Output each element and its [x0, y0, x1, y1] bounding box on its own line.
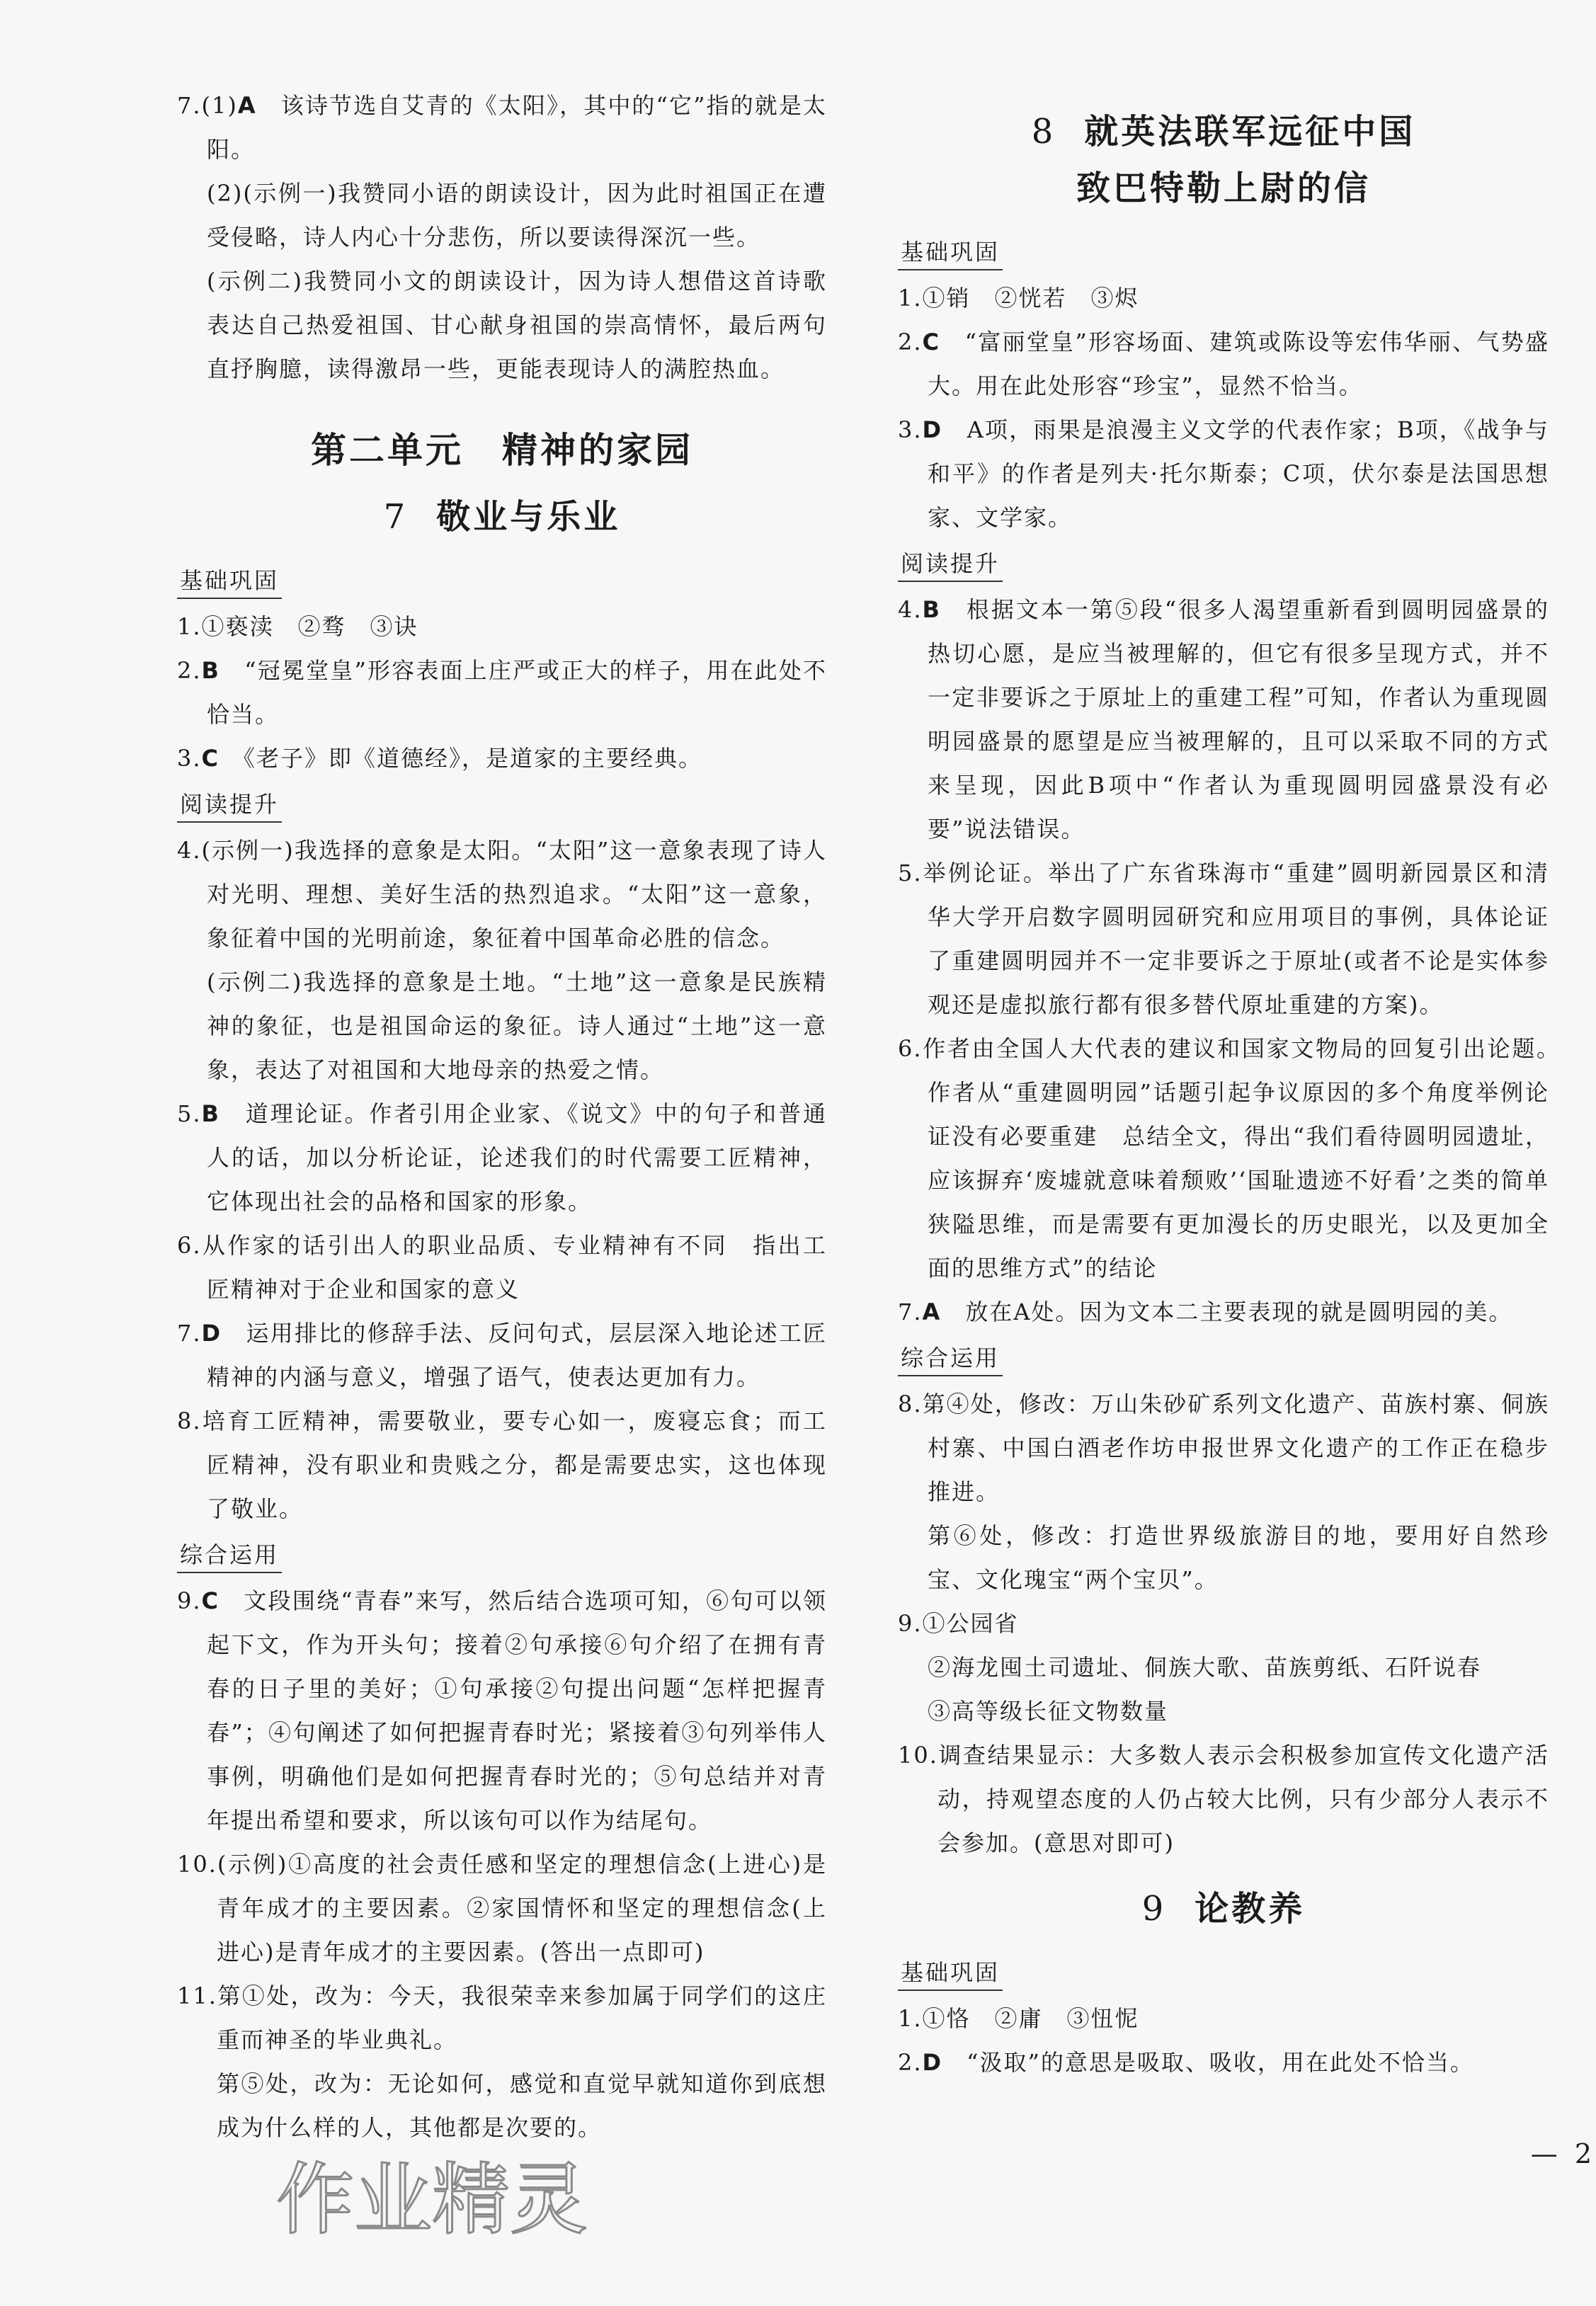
apply-answer-11-2: 第⑤处，改为：无论如何，感觉和直觉早就知道你到底想成为什么样的人，其他都是次要的。: [217, 2070, 827, 2141]
left-column: [177, 84, 827, 2150]
basic-answer-1: 1.①销 ②恍若 ③烬: [898, 285, 1139, 312]
lesson9-basic-answer-1: 1.①恪 ②庸 ③忸怩: [898, 2005, 1139, 2032]
basic-answer-2: 2.C “富丽堂皇”形容场面、建筑或陈设等宏伟华丽、气势盛大。用在此处形容“珍宝”，显然不恰当。: [898, 329, 1549, 399]
apply-answer-9-3: ③高等级长征文物数量: [928, 1698, 1169, 1725]
page-number: — 2: [1530, 2138, 1596, 2169]
basic-answer-1: 1.①亵渎 ②骛 ③诀: [177, 613, 418, 640]
apply-answer-11-1: 11.第①处，改为：今天，我很荣幸来参加属于同学们的这庄重而神圣的毕业典礼。: [177, 1982, 827, 2053]
apply-answer-10: 10.(示例)①高度的社会责任感和坚定的理想信念(上进心)是青年成才的主要因素。②家国情怀和坚定的理想信念(上进心)是青年成才的主要因素。(答出一点即可): [177, 1851, 827, 1965]
section-reading: 阅读提升: [898, 548, 1003, 582]
lesson-8-title: 8 就英法联军远征中国 致巴特勒上尉的信: [1031, 112, 1416, 208]
reading-answer-4: 4.B 根据文本一第⑤段“很多人渴望重新看到圆明园盛景的热切心愿，是应当被理解的，但它有很多呈现方式，并不一定非要诉之于原址上的重建工程”可知，作者认为重现圆明园盛景的愿望是应当被理解的，且可以采取不同的方式来呈现，因此B项中“作者认为重现圆明园盛景没有必要”说法错误。: [898, 596, 1549, 843]
section-apply: 综合运用: [898, 1342, 1003, 1376]
reading-answer-7: 7.A 放在A处。因为文本二主要表现的就是圆明园的美。: [898, 1298, 1513, 1325]
right-column: [898, 84, 1574, 2084]
reading-answer-6: 6.作者由全国人大代表的建议和国家文物局的回复引出论题。 作者从“重建圆明园”话题引起争议原因的多个角度举例论证没有必要重建 总结全文，得出“我们看待圆明园遗址，应该摒弃‘废墟就意味着颓败’‘国耻遗迹不好看’之类的简单狭隘思维，而是需要有更加漫长的历史眼光，以及更加全面的思维方式”的结论: [898, 1035, 1574, 1282]
lesson-7-title: 7 敬业与乐业: [383, 497, 621, 537]
section-basic: 基础巩固: [898, 1957, 1003, 1991]
reading-answer-6: 6.从作家的话引出人的职业品质、专业精神有不同 指出工匠精神对于企业和国家的意义: [177, 1232, 827, 1303]
basic-answer-3: 3.D A项，雨果是浪漫主义文学的代表作家；B项，《战争与和平》的作者是列夫·托尔斯泰；C项，伏尔泰是法国思想家、文学家。: [898, 416, 1549, 531]
basic-answer-2: 2.B “冠冕堂皇”形容表面上庄严或正大的样子，用在此处不恰当。: [177, 657, 827, 728]
section-basic: 基础巩固: [898, 236, 1003, 270]
lesson-9-title: 9 论教养: [1141, 1889, 1306, 1929]
answer-7-1: 7.(1)A 该诗节选自艾青的《太阳》，其中的“它”指的就是太阳。: [177, 92, 827, 163]
lesson9-basic-answer-2: 2.D “汲取”的意思是吸取、吸收，用在此处不恰当。: [898, 2049, 1474, 2076]
basic-answer-3: 3.C 《老子》即《道德经》，是道家的主要经典。: [177, 745, 703, 772]
section-basic: 基础巩固: [177, 565, 282, 599]
apply-answer-9: 9.C 文段围绕“青春”来写，然后结合选项可知，⑥句可以领起下文，作为开头句；接着②句承接⑥句介绍了在拥有青春的日子里的美好；①句承接②句提出问题“怎样把握青春”；④句阐述了如何把握青春时光；紧接着③句列举伟人事例，明确他们是如何把握青春时光的；⑤句总结并对青年提出希望和要求，所以该句可以作为结尾句。: [177, 1587, 827, 1834]
reading-answer-5: 5.举例论证。举出了广东省珠海市“重建”圆明新园景区和清华大学开启数字圆明园研究和应用项目的事例，具体论证了重建圆明园并不一定非要诉之于原址(或者不论是实体参观还是虚拟旅行都有很多替代原址重建的方案)。: [898, 860, 1549, 1018]
reading-answer-7: 7.D 运用排比的修辞手法、反问句式，层层深入地论述工匠精神的内涵与意义，增强了语气，使表达更加有力。: [177, 1320, 827, 1391]
watermark-logo: [269, 2145, 602, 2244]
apply-answer-8-1: 8.第④处，修改：万山朱砂矿系列文化遗产、苗族村寨、侗族村寨、中国白酒老作坊申报世界文化遗产的工作正在稳步推进。: [898, 1391, 1549, 1505]
watermark-text: 作业精灵: [276, 2154, 588, 2244]
answer-7-2-example2: (示例二)我赞同小文的朗读设计，因为诗人想借这首诗歌表达自己热爱祖国、甘心献身祖国的崇高情怀，最后两句直抒胸臆，读得激昂一些，更能表现诗人的满腔热血。: [207, 268, 827, 382]
reading-answer-8: 8.培育工匠精神，需要敬业，要专心如一，废寝忘食；而工匠精神，没有职业和贵贱之分，都是需要忠实，这也体现了敬业。: [177, 1408, 827, 1522]
apply-answer-9-2: ②海龙囤土司遗址、侗族大歌、苗族剪纸、石阡说春: [928, 1654, 1482, 1681]
reading-answer-5: 5.B 道理论证。作者引用企业家、《说文》中的句子和普通人的话，加以分析论证，论述我们的时代需要工匠精神，它体现出社会的品格和国家的形象。: [177, 1100, 827, 1215]
apply-answer-8-2: 第⑥处，修改：打造世界级旅游目的地，要用好自然珍宝、文化瑰宝“两个宝贝”。: [928, 1522, 1549, 1593]
unit-title: 第二单元 精神的家园: [311, 430, 693, 471]
section-apply: 综合运用: [177, 1539, 282, 1573]
answer-7-2-example1: (2)(示例一)我赞同小语的朗读设计，因为此时祖国正在遭受侵略，诗人内心十分悲伤，所以要读得深沉一些。: [207, 180, 827, 251]
apply-answer-10: 10.调查结果显示：大多数人表示会积极参加宣传文化遗产活动，持观望态度的人仍占较大比例，只有少部分人表示不会参加。(意思对即可): [898, 1742, 1549, 1856]
section-reading: 阅读提升: [177, 789, 282, 823]
reading-answer-4-example1: 4.(示例一)我选择的意象是太阳。“太阳”这一意象表现了诗人对光明、理想、美好生活的热烈追求。“太阳”这一意象，象征着中国的光明前途，象征着中国革命必胜的信念。: [177, 837, 827, 952]
apply-answer-9-1: 9.①公园省: [898, 1610, 1019, 1637]
reading-answer-4-example2: (示例二)我选择的意象是土地。“土地”这一意象是民族精神的象征，也是祖国命运的象征。诗人通过“土地”这一意象，表达了对祖国和大地母亲的热爱之情。: [207, 969, 827, 1083]
